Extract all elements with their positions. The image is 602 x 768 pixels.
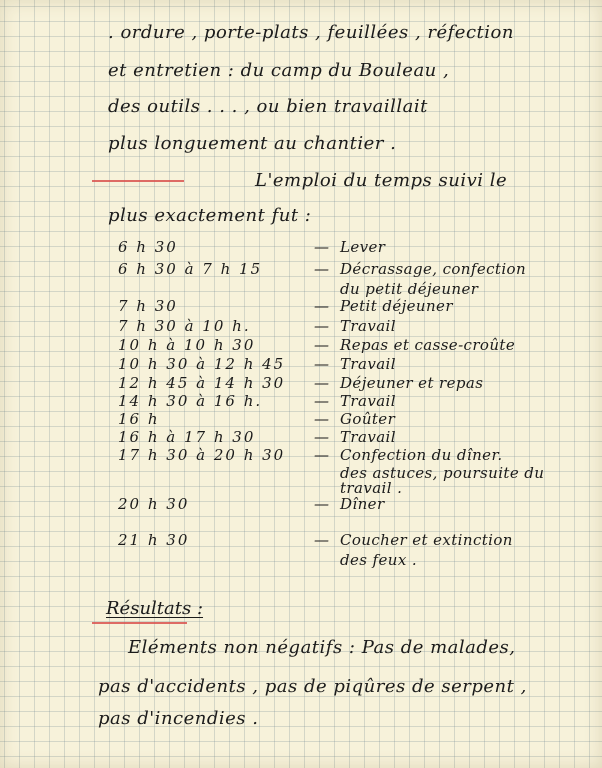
schedule-time: 17 h 30 à 20 h 30 (118, 446, 286, 464)
schedule-time: 14 h 30 à 16 h. (118, 392, 263, 410)
schedule-activity: des feux . (340, 551, 418, 569)
dash: — (314, 392, 329, 410)
schedule-activity: Travail (340, 317, 396, 335)
schedule-time: 16 h à 17 h 30 (118, 428, 256, 446)
schedule-time: 6 h 30 (118, 238, 178, 256)
schedule-activity: Petit déjeuner (340, 297, 453, 315)
schedule-activity: Confection du dîner. (340, 446, 503, 464)
dash: — (314, 336, 329, 354)
results-line: Eléments non négatifs : Pas de malades, (128, 637, 516, 658)
dash: — (314, 495, 329, 513)
schedule-activity: Lever (340, 238, 386, 256)
schedule-time: 7 h 30 à 10 h. (118, 317, 251, 335)
dash: — (314, 374, 329, 392)
dash: — (314, 317, 329, 335)
schedule-activity: Goûter (340, 410, 396, 428)
schedule-activity: Déjeuner et repas (340, 374, 484, 392)
schedule-activity: Travail (340, 355, 396, 373)
schedule-activity: Coucher et extinction (340, 531, 513, 549)
text-line: plus exactement fut : (108, 205, 312, 226)
dash: — (314, 355, 329, 373)
schedule-activity: Dîner (340, 495, 385, 513)
schedule-activity: du petit déjeuner (340, 280, 479, 298)
schedule-activity: Travail (340, 428, 396, 446)
schedule-time: 16 h (118, 410, 160, 428)
dash: — (314, 446, 329, 464)
schedule-activity: Repas et casse-croûte (340, 336, 516, 354)
schedule-activity: Travail (340, 392, 396, 410)
results-heading: Résultats : (106, 598, 204, 619)
text-line: et entretien : du camp du Bouleau , (108, 60, 450, 81)
dash: — (314, 428, 329, 446)
dash: — (314, 260, 329, 278)
schedule-time: 7 h 30 (118, 297, 178, 315)
results-line: pas d'incendies . (98, 708, 259, 729)
dash: — (314, 410, 329, 428)
schedule-time: 21 h 30 (118, 531, 190, 549)
schedule-time: 12 h 45 à 14 h 30 (118, 374, 286, 392)
results-line: pas d'accidents , pas de piqûres de serpent , (98, 676, 527, 697)
text-line: plus longuement au chantier . (108, 133, 397, 154)
schedule-time: 10 h 30 à 12 h 45 (118, 355, 286, 373)
schedule-activity: Décrassage, confection (340, 260, 527, 278)
text-line: . ordure , porte-plats , feuillées , réfection (108, 22, 514, 43)
text-line: L'emploi du temps suivi le (255, 170, 508, 191)
schedule-time: 6 h 30 à 7 h 15 (118, 260, 263, 278)
schedule-time: 10 h à 10 h 30 (118, 336, 256, 354)
red-margin-mark (92, 180, 184, 182)
schedule-time: 20 h 30 (118, 495, 190, 513)
schedule-activity: travail . (340, 479, 403, 497)
red-underline (92, 622, 187, 624)
text-line: des outils . . . , ou bien travaillait (108, 96, 428, 117)
dash: — (314, 297, 329, 315)
dash: — (314, 531, 329, 549)
schedule-activity: des astuces, poursuite du (340, 464, 545, 482)
dash: — (314, 238, 329, 256)
